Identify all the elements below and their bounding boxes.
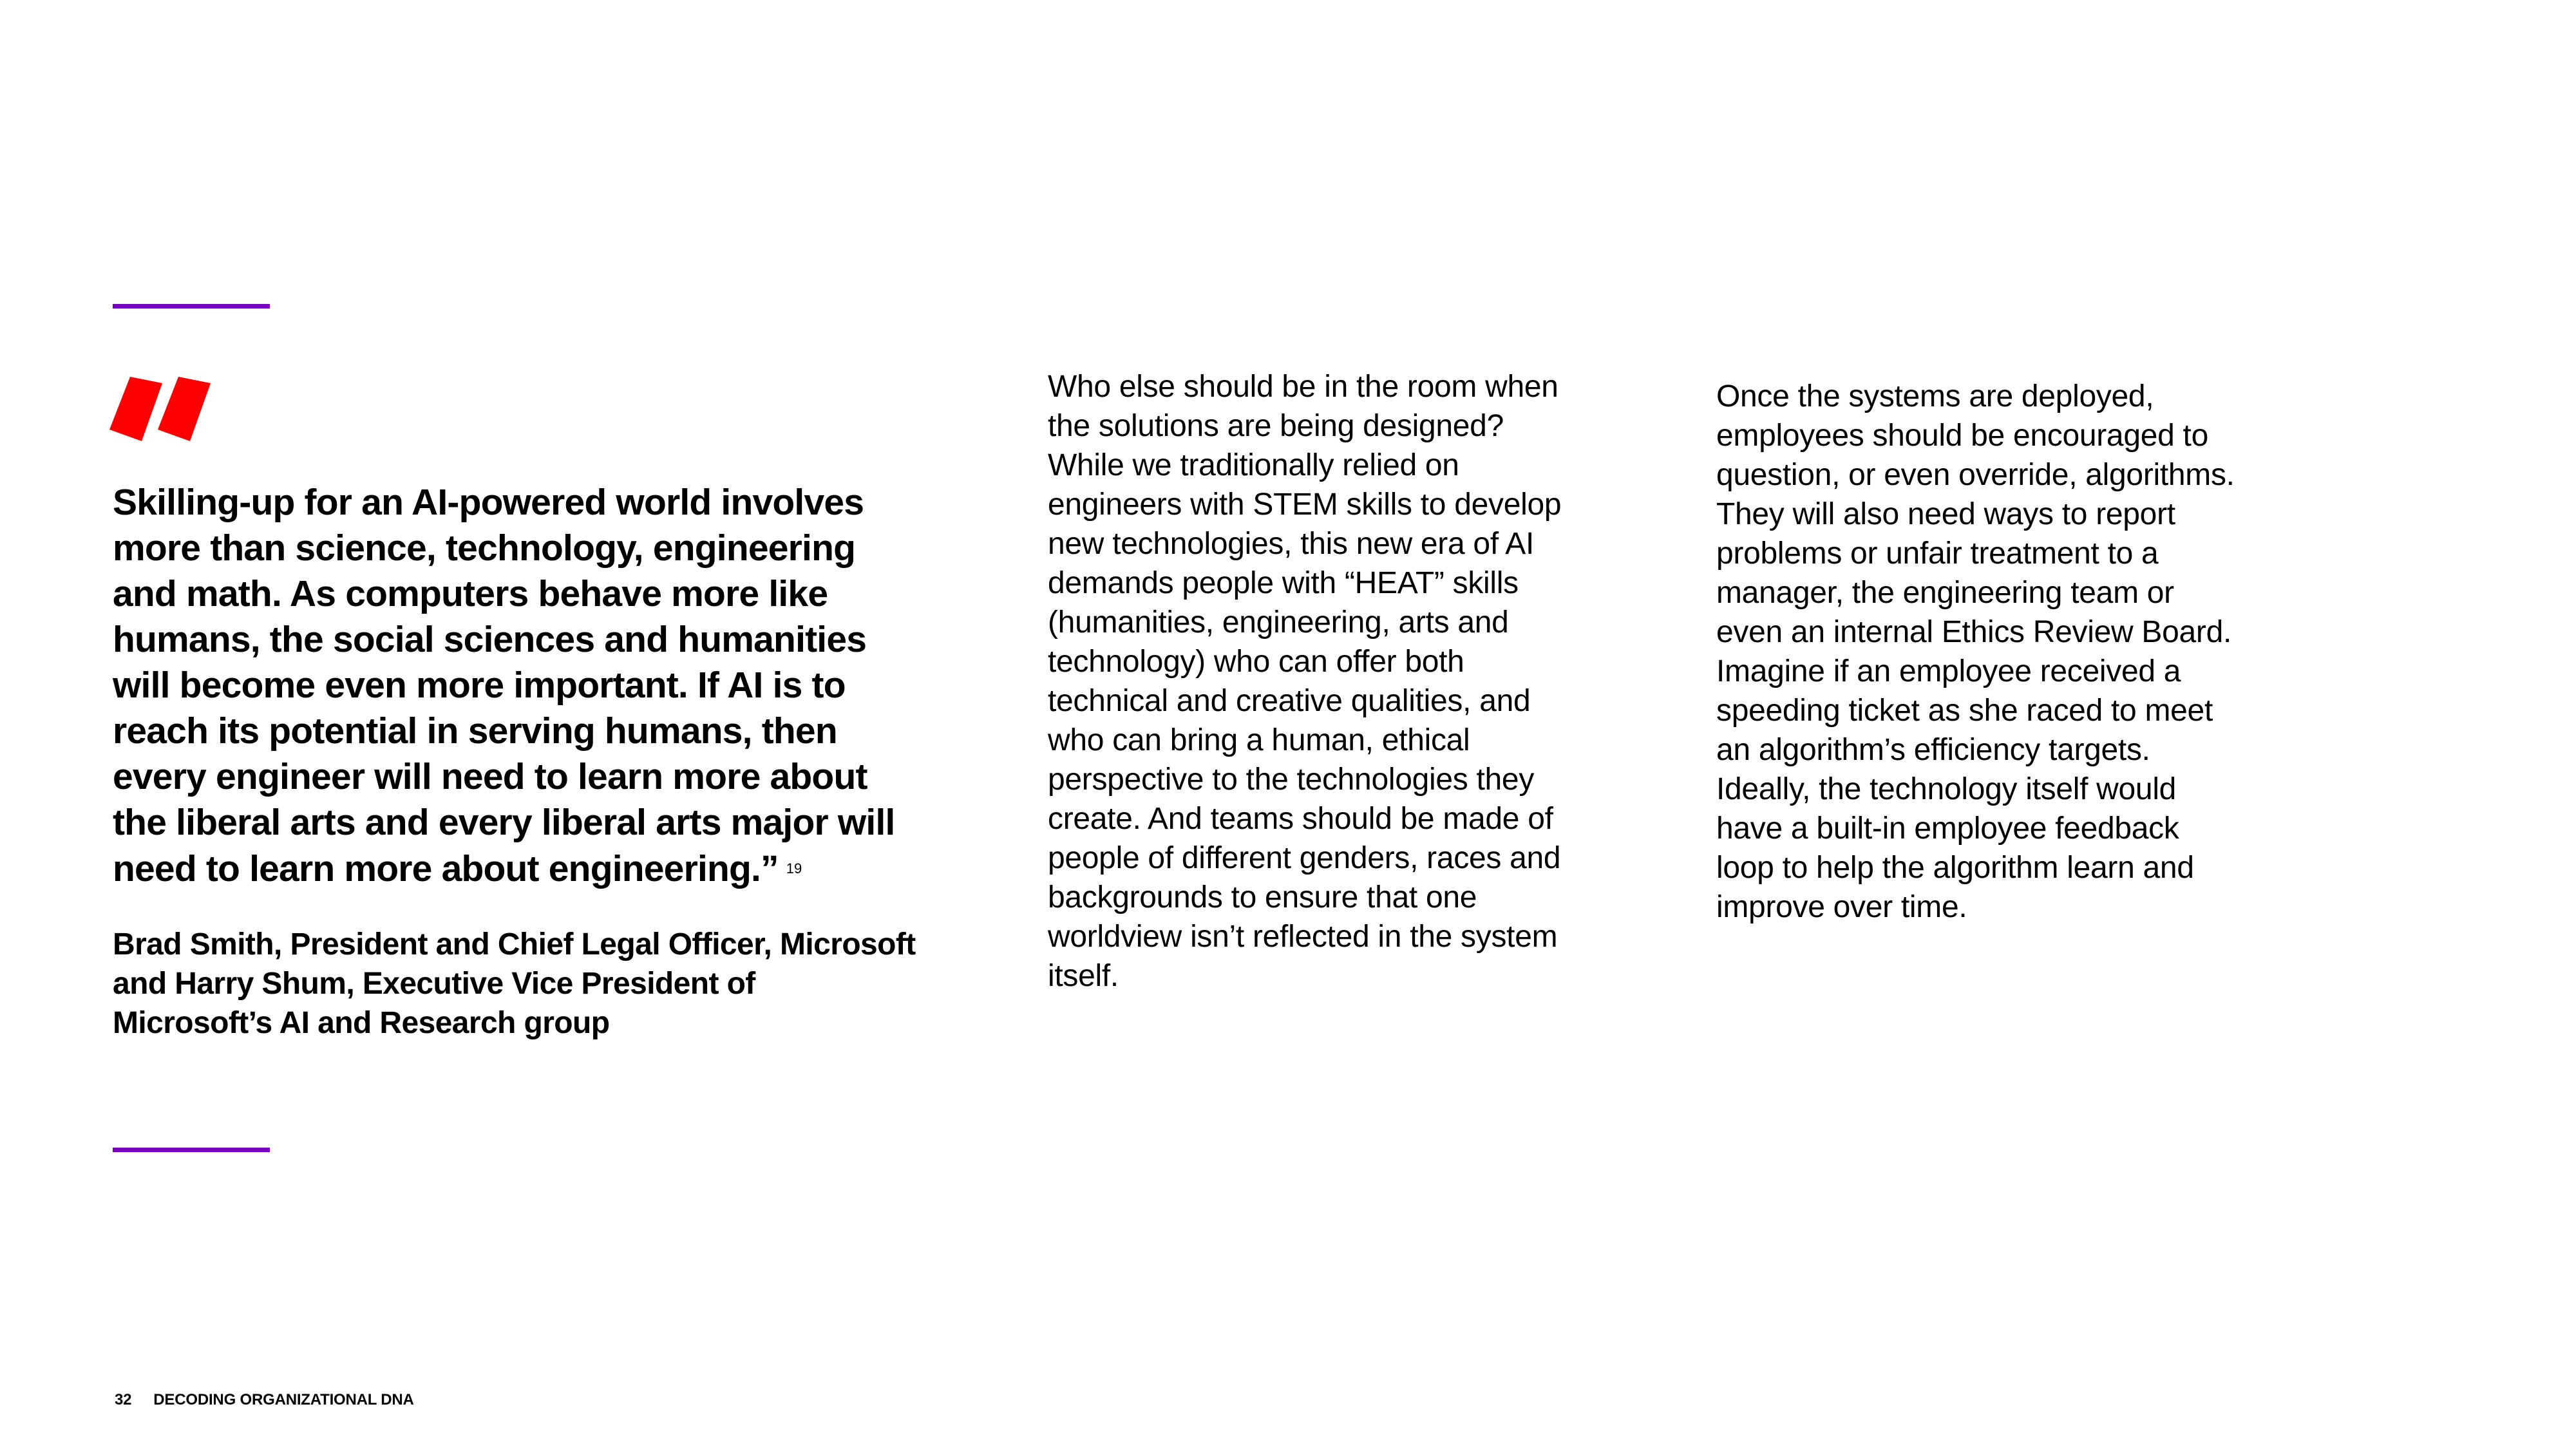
quote-attribution: Brad Smith, President and Chief Legal Officer, Microsoft and Harry Shum, Executive Vice President of Microsoft’s AI and Research group: [113, 927, 916, 1040]
top-divider: [113, 304, 270, 308]
open-quote-icon: [109, 377, 213, 441]
page-number: 32: [115, 1391, 132, 1408]
pull-quote-text: Skilling-up for an AI-powered world involves more than science, technology, engineering and math. As computers behave more like humans, the social sciences and humanities will become even more important. If AI is to reach its potential in serving humans, then every engineer will need to learn more about the liberal arts and every liberal arts major will need to learn more about engineering.”: [113, 482, 895, 889]
body-column-1: Who else should be in the room when the solutions are being designed? While we traditionally relied on engineers with STEM skills to develop new technologies, this new era of AI demands people with “HEAT” skills (humanities, engineering, arts and technology) who can offer both technical and creative qualities, and who can bring a human, ethical perspective to the technologies they create. And teams should be made of people of different genders, races and backgrounds to ensure that one worldview isn’t reflected in the system itself.: [1048, 370, 1562, 993]
body-column-2: Once the systems are deployed, employees should be encouraged to question, or even override, algorithms. They will also need ways to report problems or unfair treatment to a manager, the engineering team or even an internal Ethics Review Board. Imagine if an employee received a speeding ticket as she raced to meet an algorithm’s efficiency targets. Ideally, the technology itself would have a built-in employee feedback loop to help the algorithm learn and improve over time.: [1716, 379, 2235, 924]
pull-quote: [113, 480, 918, 892]
footnote-marker: 19: [786, 860, 802, 876]
publication-title: DECODING ORGANIZATIONAL DNA: [153, 1391, 414, 1408]
bottom-divider: [113, 1148, 270, 1152]
page-footer: [115, 1391, 414, 1409]
